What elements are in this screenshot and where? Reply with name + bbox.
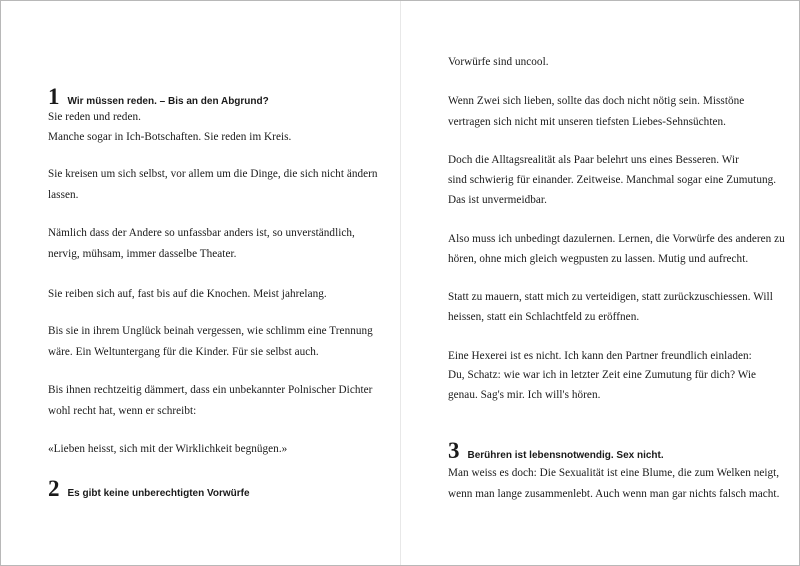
text-line: Das ist unvermeidbar. (448, 194, 547, 206)
text-line: vertragen sich nicht mit unseren tiefsten Liebes-Sehnsüchten. (448, 116, 726, 128)
text-line: wenn man lange zusammenlebt. Auch wenn man gar nichts falsch macht. (448, 488, 780, 500)
quote-line: «Lieben heisst, sich mit der Wirklichkeit begnügen.» (48, 443, 288, 455)
section-heading-2 (48, 477, 250, 501)
text-line: nervig, mühsam, immer dasselbe Theater. (48, 248, 237, 260)
section-heading-3 (448, 439, 664, 463)
text-line: Man weiss es doch: Die Sexualität ist eine Blume, die zum Welken neigt, (448, 467, 780, 479)
text-line: Bis sie in ihrem Unglück beinah vergessen, wie schlimm eine Trennung (48, 325, 373, 337)
right-page (448, 1, 786, 565)
text-line: Manche sogar in Ich-Botschaften. Sie reden im Kreis. (48, 131, 292, 143)
section-number: 1 (48, 84, 60, 109)
text-line: Nämlich dass der Andere so unfassbar anders ist, so unverständlich, (48, 227, 355, 239)
text-line: Du, Schatz: wie war ich in letzter Zeit eine Zumutung für dich? Wie (448, 369, 757, 381)
section-heading-1 (48, 85, 269, 109)
page-gutter (400, 1, 401, 565)
section-number: 2 (48, 476, 60, 501)
section-title: Es gibt keine unberechtigten Vorwürfe (67, 488, 250, 499)
section-title: Wir müssen reden. – Bis an den Abgrund? (67, 96, 269, 107)
text-line: Doch die Alltagsrealität als Paar belehrt uns eines Besseren. Wir (448, 154, 739, 166)
left-page (48, 1, 386, 565)
text-line: Sie reiben sich auf, fast bis auf die Knochen. Meist jahrelang. (48, 288, 327, 300)
text-line: Statt zu mauern, statt mich zu verteidigen, statt zurückzuschiessen. Will (448, 291, 773, 303)
text-line: Vorwürfe sind uncool. (448, 56, 549, 68)
text-line: Wenn Zwei sich lieben, sollte das doch nicht nötig sein. Misstöne (448, 95, 745, 107)
text-line: lassen. (48, 189, 79, 201)
text-line: Bis ihnen rechtzeitig dämmert, dass ein unbekannter Polnischer Dichter (48, 384, 373, 396)
text-line: hören, ohne mich gleich wegpusten zu lassen. Mutig und aufrecht. (448, 253, 749, 265)
text-line: wäre. Ein Weltuntergang für die Kinder. Für sie selbst auch. (48, 346, 319, 358)
section-number: 3 (448, 438, 460, 463)
text-line: genau. Sag's mir. Ich will's hören. (448, 389, 601, 401)
text-line: wohl recht hat, wenn er schreibt: (48, 405, 197, 417)
text-line: Eine Hexerei ist es nicht. Ich kann den Partner freundlich einladen: (448, 350, 752, 362)
text-line: sind schwierig für einander. Zeitweise. Manchmal sogar eine Zumutung. (448, 174, 777, 186)
text-line: Sie reden und reden. (48, 111, 141, 123)
text-line: heissen, statt ein Schlachtfeld zu eröffnen. (448, 311, 640, 323)
text-line: Sie kreisen um sich selbst, vor allem um die Dinge, die sich nicht ändern (48, 168, 378, 180)
text-line: Also muss ich unbedingt dazulernen. Lernen, die Vorwürfe des anderen zu (448, 233, 785, 245)
section-title: Berühren ist lebensnotwendig. Sex nicht. (467, 450, 664, 461)
